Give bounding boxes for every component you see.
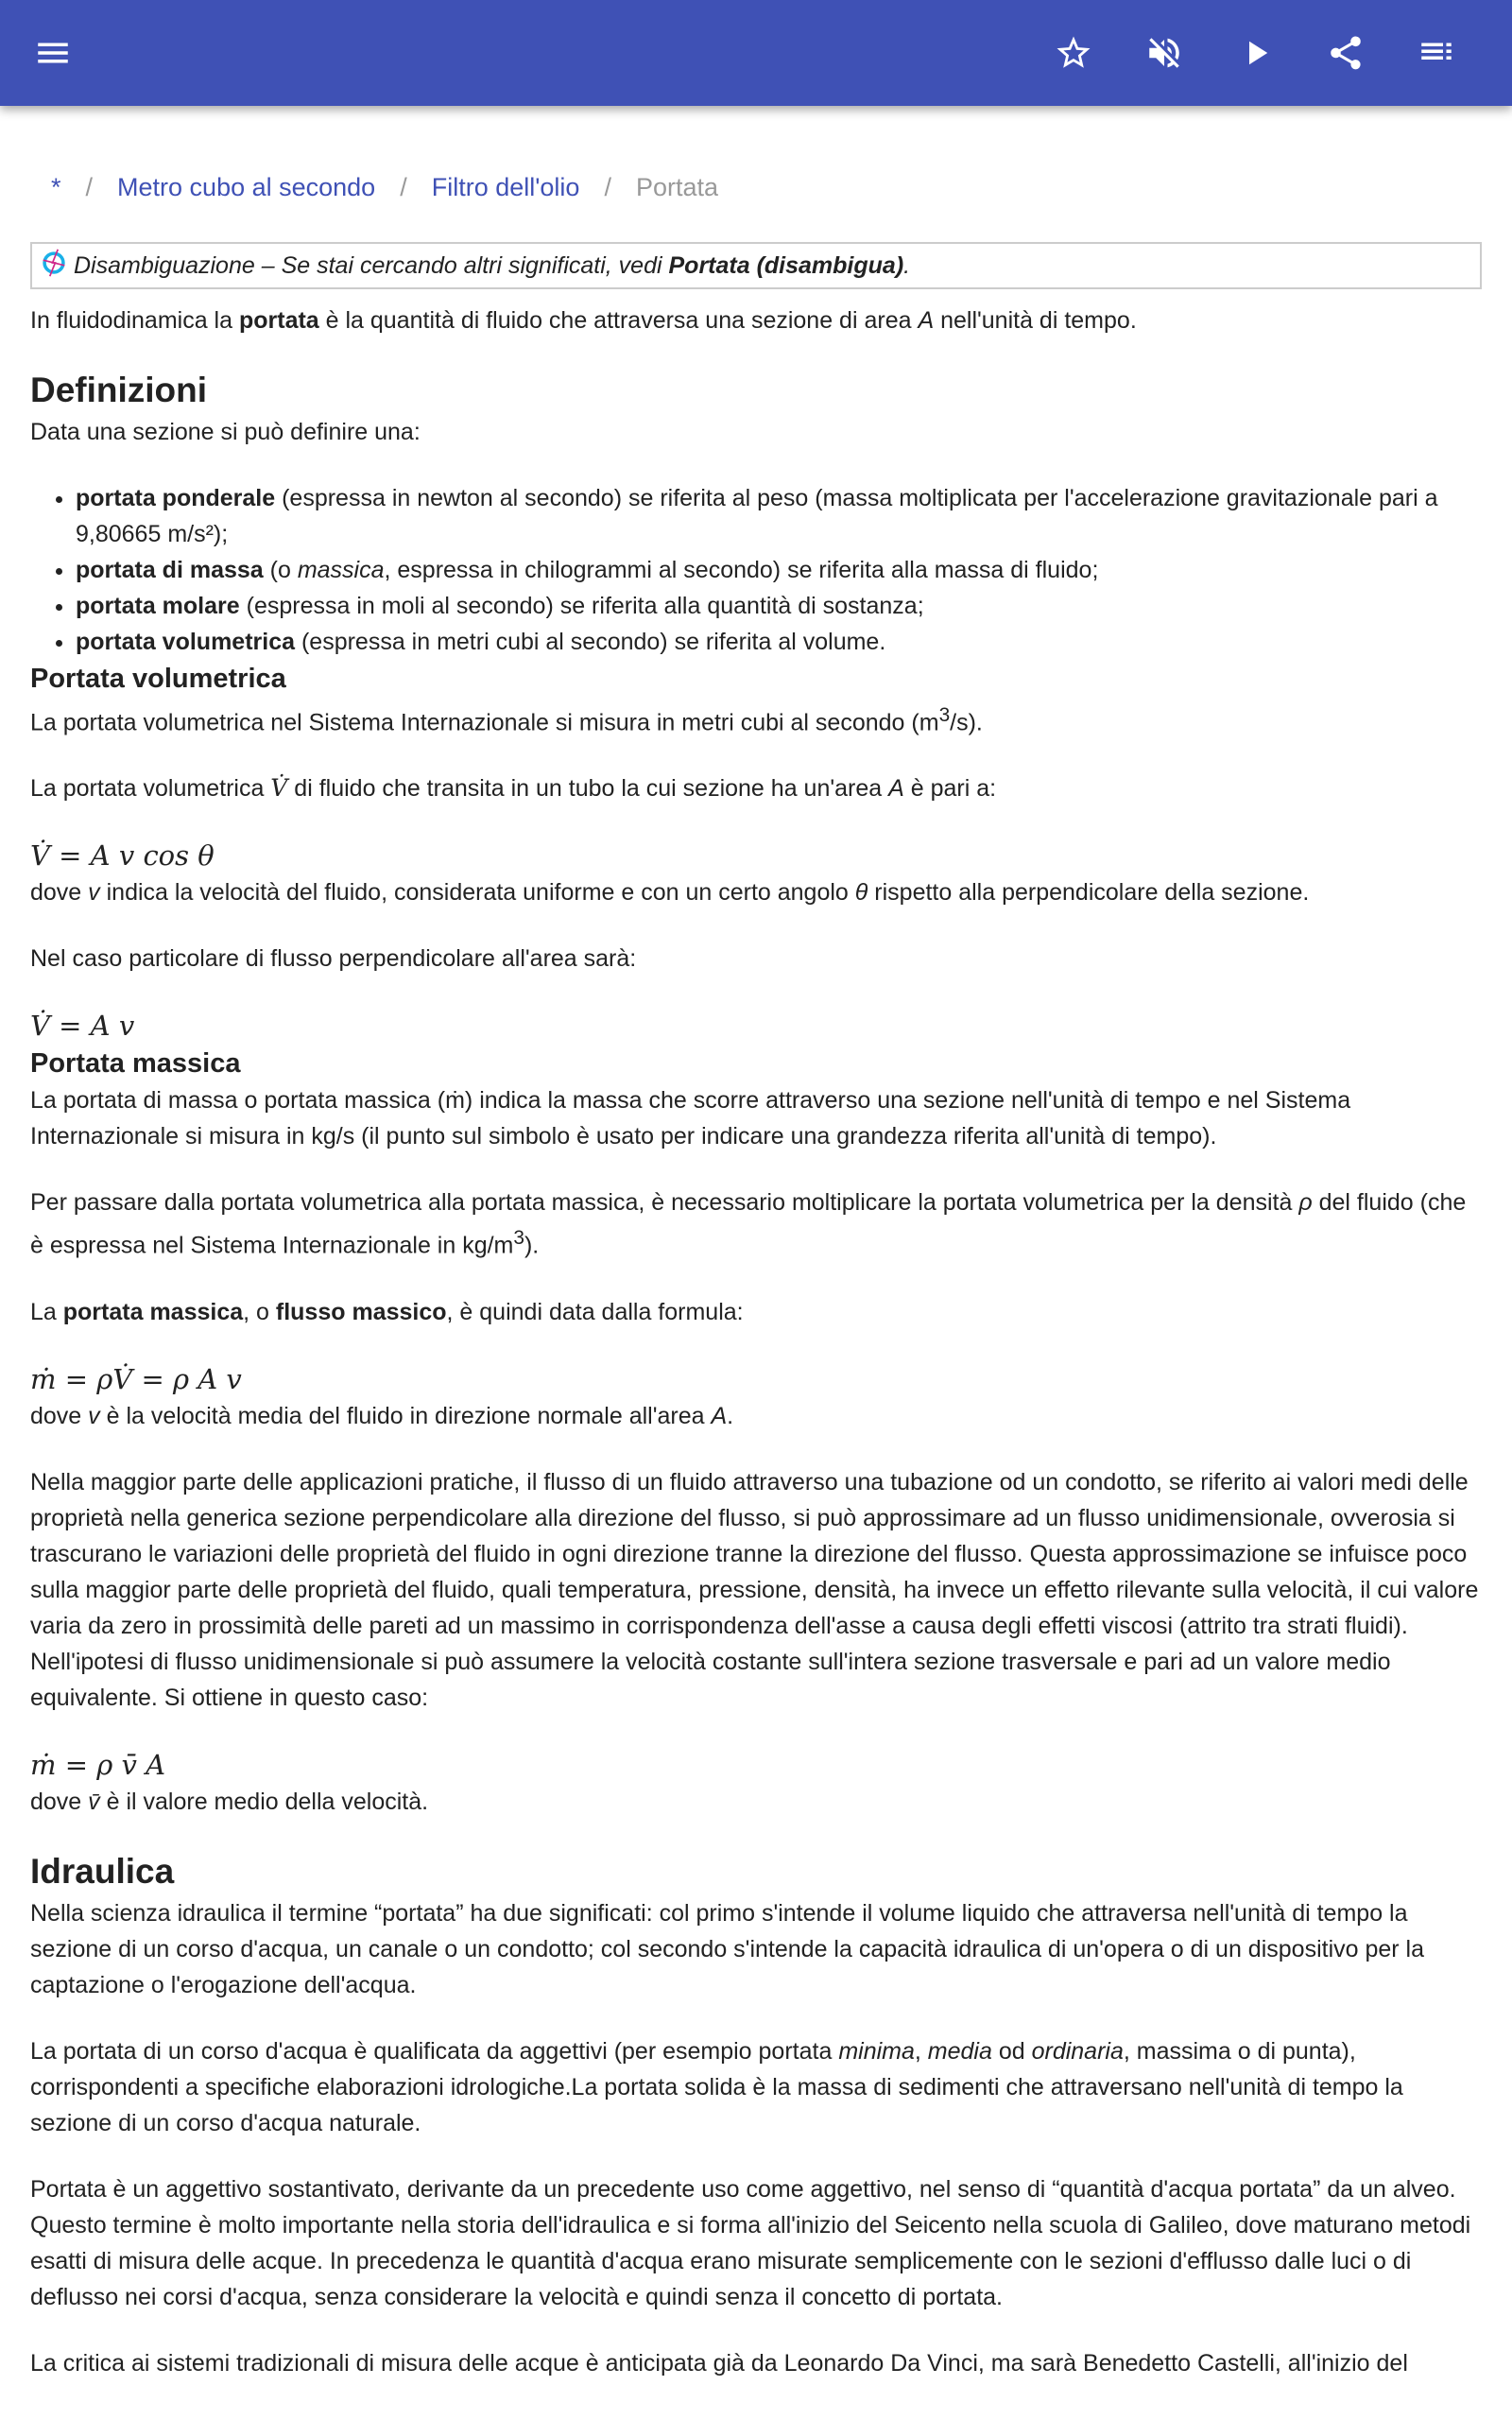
breadcrumb-home[interactable]: * [51, 172, 61, 201]
compass-icon [40, 247, 68, 279]
paragraph: Nel caso particolare di flusso perpendicolare all'area sarà: [30, 945, 637, 973]
section-heading: Idraulica [30, 1851, 175, 1891]
breadcrumb-separator: / [400, 172, 407, 201]
paragraph: La portata massica, o flusso massico, è quindi data dalla formula: [30, 1298, 744, 1325]
definitions-list [30, 480, 1482, 660]
formula: V̇ = A v [30, 1010, 135, 1043]
formula: ṁ = ρ v̄ A [30, 1748, 166, 1781]
volume-off-icon[interactable] [1141, 29, 1188, 77]
formula: V̇ = A v cos θ [30, 839, 215, 873]
paragraph: Nella scienza idraulica il termine “portata” ha due significati: col primo s'intende il volume liquido che attraversa nell'unità di tempo la sezione di un corso d'acqua, un canale o un condotto; col secondo s'intende la capacità idraulica di un'opera o di un dispositivo per la captazione o l'erogazione dell'acqua. [30, 1899, 1425, 1998]
paragraph: dove v è la velocità media del fluido in direzione normale all'area A. [30, 1402, 734, 1429]
disambiguation-link[interactable]: Portata (disambigua) [668, 251, 904, 279]
list-item: • portata volumetrica (espressa in metri cubi al secondo) se riferita al volume. [76, 624, 1482, 660]
breadcrumb [30, 166, 1482, 208]
breadcrumb-current: Portata [635, 172, 719, 201]
playlist-icon[interactable] [1413, 29, 1460, 77]
disambiguation-suffix: . [903, 251, 911, 279]
paragraph: Per passare dalla portata volumetrica alla portata massica, è necessario moltiplicare la portata volumetrica per la densità ρ del fluido (che è espressa nel Sistema Internazionale in $kg/m^3$). [30, 1189, 1467, 1259]
paragraph: La critica ai sistemi tradizionali di misura delle acque è anticipata già da Leonardo Da Vinci, ma sarà Benedetto Castelli, all'inizio del [30, 2349, 1408, 2377]
menu-icon[interactable] [29, 29, 77, 77]
disambiguation-text: Disambiguazione – Se stai cercando altri significati, vedi [74, 251, 662, 279]
breadcrumb-item[interactable]: Metro cubo al secondo [117, 172, 376, 201]
paragraph: La portata di un corso d'acqua è qualificata da aggettivi (per esempio portata minima, media od ordinaria, massima o di punta), corrispondenti a specifiche elaborazioni idrologiche.La portata solida è la massa di sedimenti che attraversano nell'unità di tempo la sezione di un corso d'acqua naturale. [30, 2037, 1403, 2136]
breadcrumb-item[interactable]: Filtro dell'olio [431, 172, 580, 201]
paragraph: La portata volumetrica V̇ di fluido che transita in un tubo la cui sezione ha un'area A è pari a: [30, 774, 997, 803]
subsection-heading: Portata massica [30, 1048, 241, 1080]
subsection-heading: Portata volumetrica [30, 664, 286, 694]
list-item: • portata ponderale (espressa in newton al secondo) se riferita al peso (massa moltiplicata per l'accelerazione gravitazionale pari a 9,80665 m/s²); [76, 480, 1482, 552]
paragraph: La portata di massa o portata massica (ṁ) indica la massa che scorre attraverso una sezione nell'unità di tempo e nel Sistema Internazionale si misura in kg/s (il punto sul simbolo è usato per indicare una grandezza riferita all'unità di tempo). [30, 1087, 1351, 1150]
paragraph: Nella maggior parte delle applicazioni pratiche, il flusso di un fluido attraverso una tubazione od un condotto, se riferito ai valori medi delle proprietà nella generica sezione perpendicolare alla direzione del flusso, si può approssimare ad un flusso unidimensionale, ovverosia si trascurano le variazioni delle proprietà del fluido in ogni direzione tranne la direzione del flusso. Questa approssimazione se infuisce poco sulla maggior parte delle proprietà del fluido, quali temperatura, pressione, densità, ha invece un effetto rilevante sulla velocità, il cui valore varia da zero in prossimità delle pareti ad un massimo in corrispondenza dell'asse a causa degli effetti viscosi (attrito tra strati fluidi). Nell'ipotesi di flusso unidimensionale si può assumere la velocità costante sull'intera sezione trasversale e pari ad un valore medio equivalente. Si ottiene in questo caso: [30, 1468, 1479, 1711]
paragraph: La portata volumetrica nel Sistema Internazionale si misura in metri cubi al secondo $(m^3/s)$. [30, 704, 983, 736]
paragraph: Portata è un aggettivo sostantivato, derivante da un precedente uso come aggettivo, nel senso di “quantità d'acqua portata” da un alveo. Questo termine è molto importante nella storia dell'idraulica e si forma all'inizio del Seicento nella scuola di Galileo, dove maturano metodi esatti di misura delle acque. In precedenza le quantità d'acqua erano misurate semplicemente con le sezioni d'efflusso dalle luci o di deflusso nei corsi d'acqua, senza considerare la velocità e quindi senza il concetto di portata. [30, 2175, 1471, 2310]
star-icon[interactable] [1050, 29, 1097, 77]
disambiguation-note [30, 242, 1482, 289]
app-bar [0, 0, 1512, 106]
intro-paragraph: In fluidodinamica la portata è la quantità di fluido che attraversa una sezione di area A nell'unità di tempo. [30, 307, 1137, 334]
paragraph: Data una sezione si può definire una: [30, 419, 421, 445]
breadcrumb-separator: / [604, 172, 611, 201]
list-item: • portata di massa (o massica, espressa in chilogrammi al secondo) se riferita alla massa di fluido; [76, 552, 1482, 588]
article [30, 106, 1482, 2411]
paragraph: dove v̄ è il valore medio della velocità. [30, 1788, 429, 1815]
paragraph: dove v indica la velocità del fluido, considerata uniforme e con un certo angolo θ rispetto alla perpendicolare della sezione. [30, 879, 1310, 907]
play-icon[interactable] [1232, 29, 1280, 77]
breadcrumb-separator: / [85, 172, 94, 201]
formula: ṁ = ρV̇ = ρ A v [30, 1362, 242, 1395]
list-item: • portata molare (espressa in moli al secondo) se riferita alla quantità di sostanza; [76, 588, 1482, 624]
share-icon[interactable] [1322, 29, 1369, 77]
section-heading: Definizioni [30, 371, 208, 409]
